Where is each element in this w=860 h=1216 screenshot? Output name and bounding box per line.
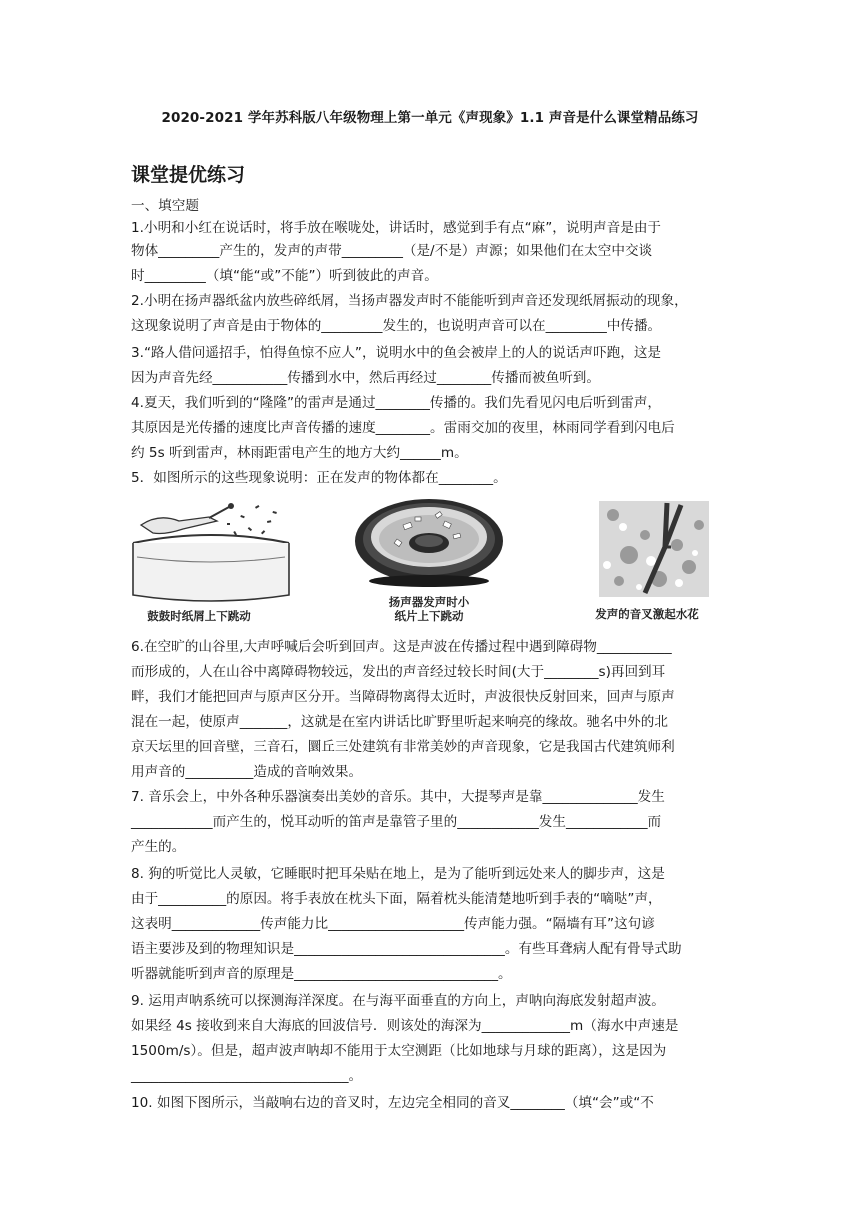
question-1-line-3: 时_________（填“能“或”不能”）听到彼此的声音。 [131, 268, 438, 284]
question-3-line-1: 3.“路人借问遥招手，怕得鱼惊不应人”，说明水中的鱼会被岸上的人的说话声吓跑，这是 [131, 345, 662, 361]
question-8-line-1: 8. 狗的听觉比人灵敏，它睡眠时把耳朵贴在地上，是为了能听到远处来人的脚步声，这是 [131, 866, 665, 882]
question-3-line-2: 因为声音先经___________传播到水中，然后再经过________传播而被鱼听到。 [131, 370, 600, 386]
question-7-line-3: 产生的。 [131, 839, 186, 855]
question-10-line-1: 10. 如图下图所示，当敲响右边的音叉时，左边完全相同的音叉________（填“会”或“不 [131, 1095, 654, 1111]
question-4-line-3: 约 5s 听到雷声，林雨距雷电产生的地方大约______m。 [131, 445, 468, 461]
question-8-line-2: 由于__________的原因。将手表放在枕头下面，隔着枕头能清楚地听到手表的“嘀哒”声， [131, 891, 662, 907]
tuning-fork-caption: 发声的音叉激起水花 [595, 607, 699, 621]
question-8-line-4: 语主要涉及到的物理知识是_______________________________。有些耳聋病人配有骨导式助 [131, 941, 682, 957]
figure-row [131, 495, 731, 631]
tuning-fork-illustration [589, 495, 719, 599]
speaker-caption-line-1: 扬声器发声时小 [388, 595, 470, 609]
question-4-line-2: 其原因是光传播的速度比声音传播的速度________。雷雨交加的夜里，林雨同学看到闪电后 [131, 420, 675, 436]
part-label: 一、填空题 [131, 198, 199, 214]
question-1-line-1: 1.小明和小红在说话时，将手放在喉咙处，讲话时，感觉到手有点“麻”，说明声音是由于 [131, 220, 662, 236]
question-6-line-3: 畔，我们才能把回声与原声区分开。当障碍物离得太近时，声波很快反射回来，回声与原声 [131, 689, 675, 705]
question-8-line-5: 听器就能听到声音的原理是______________________________。 [131, 966, 512, 982]
question-5-line-1: 5．如图所示的这些现象说明：正在发声的物体都在________。 [131, 470, 507, 486]
speaker-illustration [349, 495, 509, 591]
question-9-line-3: 1500m/s）。但是，超声波声呐却不能用于太空测距（比如地球与月球的距离），这是因为 [131, 1043, 667, 1059]
speaker-figure [349, 495, 509, 623]
question-7-line-2: ____________而产生的，悦耳动听的笛声是靠管子里的____________发生____________而 [131, 814, 662, 830]
question-1-line-2: 物体_________产生的，发声的声带_________（是/不是）声源；如果他们在太空中交谈 [131, 243, 653, 259]
question-8-line-3: 这表明_____________传声能力比____________________传声能力强。“隔墙有耳”这句谚 [131, 916, 655, 932]
question-4-line-1: 4.夏天，我们听到的“隆隆”的雷声是通过________传播的。我们先看见闪电后听到雷声， [131, 395, 662, 411]
question-6-line-6: 用声音的__________造成的音响效果。 [131, 764, 363, 780]
question-6-line-1: 6.在空旷的山谷里,大声呼喊后会听到回声。这是声波在传播过程中遇到障碍物___________ [131, 639, 672, 655]
question-2-line-2: 这现象说明了声音是由于物体的_________发生的，也说明声音可以在_________中传播。 [131, 318, 662, 334]
question-content [131, 195, 731, 1116]
question-7-line-1: 7. 音乐会上，中外各种乐器演奏出美妙的音乐。其中，大提琴声是靠______________发生 [131, 789, 665, 805]
question-2-line-1: 2.小明在扬声器纸盆内放些碎纸屑，当扬声器发声时不能能听到声音还发现纸屑振动的现象， [131, 293, 688, 309]
question-6-line-5: 京天坛里的回音壁，三音石，圜丘三处建筑有非常美妙的声音现象，它是我国古代建筑师利 [131, 739, 675, 755]
question-9-line-1: 9. 运用声呐系统可以探测海洋深度。在与海平面垂直的方向上，声呐向海底发射超声波。 [131, 993, 665, 1009]
drum-figure [131, 495, 291, 623]
drum-caption: 鼓鼓时纸屑上下跳动 [147, 609, 251, 623]
speaker-caption-line-2: 纸片上下跳动 [394, 609, 464, 623]
section-heading: 课堂提优练习 [131, 164, 246, 186]
tuning-fork-figure [567, 495, 727, 621]
question-9-line-4: ________________________________。 [131, 1068, 363, 1084]
question-6-line-2: 而形成的，人在山谷中离障碍物较远，发出的声音经过较长时间(大于________s)再回到耳 [131, 664, 666, 680]
question-9-line-2: 如果经 4s 接收到来自大海底的回波信号．则该处的海深为_____________m（海水中声速是 [131, 1018, 679, 1034]
drum-illustration [131, 495, 291, 605]
question-6-line-4: 混在一起，使原声_______，这就是在室内讲话比旷野里听起来响亮的缘故。驰名中外的北 [131, 714, 668, 730]
document-title: 2020-2021 学年苏科版八年级物理上第一单元《声现象》1.1 声音是什么课堂精品练习 [161, 110, 699, 126]
